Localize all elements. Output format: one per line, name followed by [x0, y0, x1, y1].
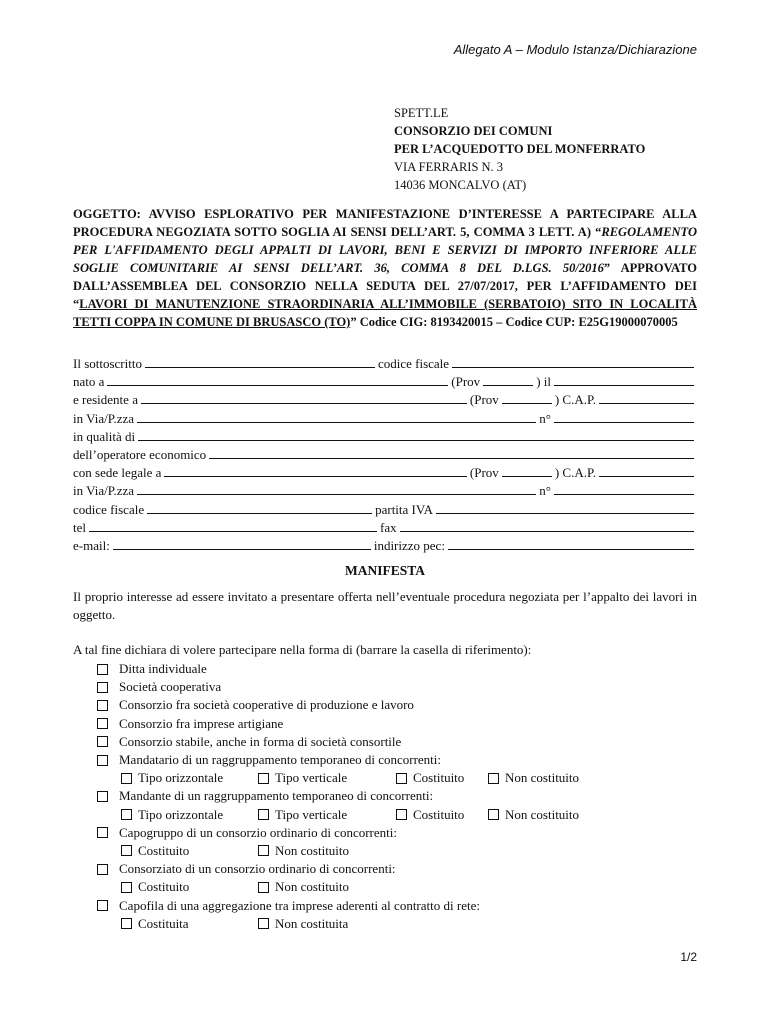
field-label: nato a	[73, 374, 105, 390]
option-label: Consorzio fra società cooperative di produzione e lavoro	[119, 697, 414, 713]
checkbox[interactable]	[396, 773, 407, 784]
subject-text: OGGETTO: AVVISO ESPLORATIVO PER MANIFESTAZIONE D’INTERESSE A PARTECIPARE ALLA PROCEDURA NEGOZIATA SOTTO SOGLIA AI SENSI DELL’ART. 5, COMMA 3 LETT. A) “	[73, 207, 697, 239]
street-field[interactable]	[137, 482, 536, 495]
field-label: (Prov	[469, 465, 499, 481]
form-row	[73, 446, 697, 464]
checkbox[interactable]	[121, 918, 132, 929]
field-label: e-mail:	[73, 537, 110, 553]
street-number-field[interactable]	[554, 482, 694, 495]
field-label: codice fiscale	[73, 501, 145, 517]
option-label: Non costituita	[275, 915, 349, 931]
checkbox[interactable]	[97, 736, 108, 747]
sub-option	[396, 770, 488, 786]
province-field[interactable]	[483, 373, 533, 386]
recipient-line: CONSORZIO DEI COMUNI	[394, 124, 553, 138]
attachment-label: Allegato A – Modulo Istanza/Dichiarazione	[453, 42, 697, 57]
option-label: Costituito	[413, 806, 465, 822]
field-label: in Via/P.zza	[73, 410, 135, 426]
checkbox[interactable]	[121, 773, 132, 784]
option-label: Società cooperativa	[119, 679, 222, 695]
sub-option	[121, 916, 258, 932]
sub-option	[488, 770, 579, 786]
option-capofila	[97, 896, 579, 914]
field-label: dell’operatore economico	[73, 446, 207, 462]
form-row	[73, 519, 697, 537]
interest-paragraph: Il proprio interesse ad essere invitato a presentare offerta nell’eventuale procedura negoziata per l’appalto dei lavori in oggetto.	[73, 589, 697, 622]
checkbox[interactable]	[396, 809, 407, 820]
option-label: Costituito	[413, 770, 465, 786]
field-label: ) C.A.P.	[554, 465, 596, 481]
registered-office-field[interactable]	[164, 464, 466, 477]
recipient-line: SPETT.LE	[394, 106, 449, 120]
sub-option	[258, 879, 349, 895]
phone-field[interactable]	[89, 519, 377, 532]
option-label: Tipo orizzontale	[138, 806, 224, 822]
province-field[interactable]	[502, 464, 552, 477]
option-label: Costituito	[138, 879, 190, 895]
checkbox[interactable]	[97, 827, 108, 838]
option-capogruppo	[97, 824, 579, 842]
form-row	[73, 391, 697, 409]
sub-options	[97, 769, 579, 787]
field-label: partita IVA	[375, 501, 433, 517]
option-label: Non costituito	[505, 770, 580, 786]
field-label: codice fiscale	[377, 356, 450, 371]
sub-options	[97, 878, 579, 896]
page-number: 1/2	[680, 950, 697, 964]
option-label: Tipo verticale	[275, 770, 348, 786]
checkbox[interactable]	[488, 809, 499, 820]
sub-options	[97, 915, 579, 933]
checkbox[interactable]	[121, 809, 132, 820]
option-label: Mandatario di un raggruppamento temporaneo di concorrenti:	[119, 752, 442, 768]
option-label: Non costituito	[275, 879, 350, 895]
checkbox[interactable]	[258, 845, 269, 856]
subject-text: ” APPROVATO DALL’ASSEMBLEA DEL CONSORZIO NELLA SEDUTA DEL 27/07/2017, PER L’AFFIDAMENTO DEI “	[73, 261, 697, 311]
sub-option	[396, 807, 488, 823]
option-label: Tipo verticale	[275, 806, 348, 822]
option-label: Mandante di un raggruppamento temporaneo di concorrenti:	[119, 788, 434, 804]
street-number-field[interactable]	[554, 410, 694, 423]
street-field[interactable]	[137, 410, 536, 423]
field-label: n°	[539, 410, 551, 426]
sub-option	[121, 807, 258, 823]
field-label: tel	[73, 519, 86, 535]
field-label: con sede legale a	[73, 465, 162, 481]
sub-option	[258, 916, 348, 932]
postal-code-field[interactable]	[599, 391, 694, 404]
checkbox[interactable]	[97, 682, 108, 693]
participation-options	[97, 660, 579, 933]
checkbox[interactable]	[258, 882, 269, 893]
option-coop	[97, 678, 579, 696]
participation-intro: A tal fine dichiara di volere partecipare nella forma di (barrare la casella di riferimento):	[73, 642, 532, 657]
sub-option	[121, 879, 258, 895]
checkbox[interactable]	[121, 882, 132, 893]
checkbox[interactable]	[97, 900, 108, 911]
name-field[interactable]	[145, 355, 375, 368]
option-label: Ditta individuale	[119, 661, 207, 677]
option-label: Consorzio fra imprese artigiane	[119, 715, 284, 731]
field-label: ) il	[536, 374, 551, 390]
option-consorziato	[97, 860, 579, 878]
checkbox[interactable]	[97, 718, 108, 729]
option-cons-coop	[97, 696, 579, 714]
option-label: Consorzio stabile, anche in forma di società consortile	[119, 733, 402, 749]
option-label: Capogruppo di un consorzio ordinario di concorrenti:	[119, 824, 397, 840]
sub-options	[97, 806, 579, 824]
field-label: (Prov	[451, 374, 481, 390]
postal-code-field[interactable]	[599, 464, 694, 477]
recipient-line: 14036 MONCALVO (AT)	[394, 178, 527, 192]
form-row	[73, 373, 697, 391]
checkbox[interactable]	[258, 809, 269, 820]
recipient-line: VIA FERRARIS N. 3	[394, 160, 504, 174]
birth-date-field[interactable]	[554, 373, 694, 386]
field-label: ) C.A.P.	[554, 392, 596, 408]
option-label: Costituita	[138, 915, 189, 931]
option-label: Tipo orizzontale	[138, 770, 224, 786]
option-label: Non costituito	[505, 806, 580, 822]
option-mandante	[97, 787, 579, 805]
pec-field[interactable]	[448, 537, 694, 550]
checkbox[interactable]	[97, 791, 108, 802]
field-label: e residente a	[73, 392, 138, 408]
option-label: Non costituito	[275, 842, 350, 858]
section-title: MANIFESTA	[344, 563, 425, 578]
vat-number-field[interactable]	[436, 501, 694, 514]
birthplace-field[interactable]	[107, 373, 448, 386]
email-field[interactable]	[113, 537, 371, 550]
field-label: indirizzo pec:	[373, 537, 445, 553]
checkbox[interactable]	[121, 845, 132, 856]
form-row	[73, 355, 697, 373]
residence-field[interactable]	[141, 391, 467, 404]
company-tax-code-field[interactable]	[147, 501, 372, 514]
form-row	[73, 464, 697, 482]
field-label: Il sottoscritto	[73, 356, 142, 371]
option-cons-stabile	[97, 733, 579, 751]
form-row	[73, 537, 697, 555]
form-row	[73, 410, 697, 428]
option-ditta	[97, 660, 579, 678]
recipient-line: PER L’ACQUEDOTTO DEL MONFERRATO	[394, 142, 646, 156]
field-label: n°	[539, 483, 551, 499]
sub-option	[121, 843, 258, 859]
operator-field[interactable]	[209, 446, 694, 459]
field-label: (Prov	[469, 392, 499, 408]
form-row	[73, 482, 697, 500]
option-label: Costituito	[138, 842, 190, 858]
sub-option	[121, 770, 258, 786]
subject-paragraph	[73, 205, 697, 331]
checkbox[interactable]	[97, 864, 108, 875]
subject-works: LAVORI DI MANUTENZIONE STRAORDINARIA ALL’IMMOBILE (SERBATOIO) SITO IN LOCALITÀ TETTI COPPA IN COMUNE DI BRUSASCO (TO)	[73, 297, 697, 329]
form-row	[73, 428, 697, 446]
subject-codes: ” Codice CIG: 8193420015 – Codice CUP: E25G19000070005	[350, 315, 678, 329]
subject-regulation: REGOLAMENTO PER L'AFFIDAMENTO DEGLI APPALTI DI LAVORI, BENI E SERVIZI DI IMPORTO INFERIORE ALLE SOGLIE COMUNITARIE AI SENSI DELL’ART. 36, COMMA 8 DEL D.LGS. 50/2016	[73, 225, 697, 275]
sub-option	[258, 843, 349, 859]
role-field[interactable]	[138, 428, 694, 441]
checkbox[interactable]	[488, 773, 499, 784]
tax-code-field[interactable]	[452, 355, 694, 368]
sub-option	[258, 807, 396, 823]
option-label: Consorziato di un consorzio ordinario di concorrenti:	[119, 861, 396, 877]
applicant-form	[73, 355, 697, 555]
province-field[interactable]	[502, 391, 552, 404]
checkbox[interactable]	[97, 664, 108, 675]
option-label: Capofila di una aggregazione tra imprese aderenti al contratto di rete:	[119, 897, 480, 913]
checkbox[interactable]	[97, 700, 108, 711]
field-label: in Via/P.zza	[73, 483, 135, 499]
fax-field[interactable]	[400, 519, 694, 532]
field-label: in qualità di	[73, 428, 136, 444]
option-cons-artigiane	[97, 715, 579, 733]
sub-option	[488, 807, 579, 823]
checkbox[interactable]	[258, 918, 269, 929]
field-label: fax	[380, 519, 397, 535]
checkbox[interactable]	[258, 773, 269, 784]
option-mandatario	[97, 751, 579, 769]
checkbox[interactable]	[97, 755, 108, 766]
form-row	[73, 501, 697, 519]
sub-option	[258, 770, 396, 786]
sub-options	[97, 842, 579, 860]
recipient-address	[394, 104, 645, 194]
